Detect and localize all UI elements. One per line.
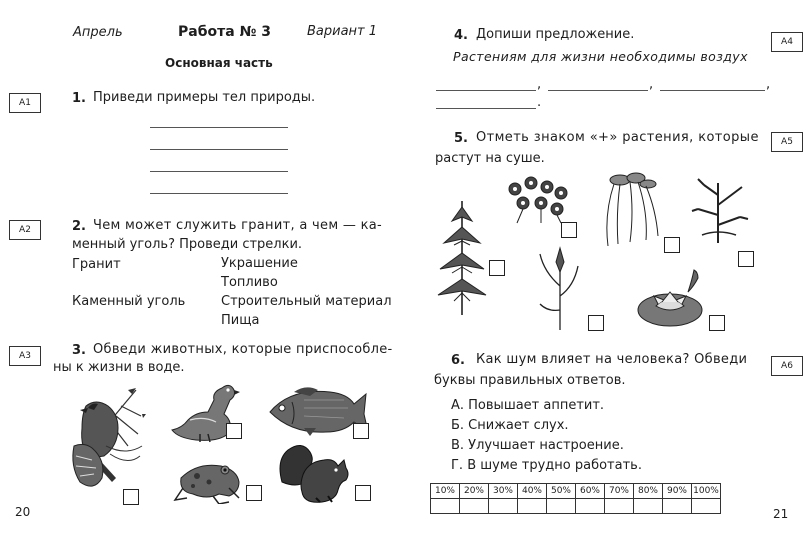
animal-checkbox[interactable] bbox=[123, 489, 139, 505]
answer-line[interactable] bbox=[436, 108, 536, 109]
percent-cell: 80% bbox=[634, 484, 663, 499]
blank-cell[interactable] bbox=[692, 499, 721, 514]
q5-text-line1: Отметь знаком «+» растения, которые bbox=[476, 130, 759, 145]
answer-option[interactable]: Г. В шуме трудно работать. bbox=[451, 458, 642, 473]
task-label-a6: А6 bbox=[771, 356, 803, 376]
frog-image[interactable] bbox=[173, 458, 243, 504]
plant-checkbox[interactable] bbox=[561, 222, 577, 238]
variant-label: Вариант 1 bbox=[307, 24, 378, 39]
answer-option[interactable]: В. Улучшает настроение. bbox=[451, 438, 624, 453]
q2-right-item[interactable]: Пища bbox=[221, 313, 260, 328]
percent-cell: 50% bbox=[547, 484, 576, 499]
bird-on-branch-image[interactable] bbox=[66, 386, 146, 500]
squirrel-image[interactable] bbox=[276, 442, 350, 504]
blank-cell[interactable] bbox=[431, 499, 460, 514]
comma: , bbox=[649, 77, 654, 92]
percent-cell: 40% bbox=[518, 484, 547, 499]
percent-header-row bbox=[431, 484, 721, 499]
q3-text-line1: Обведи животных, которые приспособле- bbox=[93, 342, 393, 357]
plant-checkbox[interactable] bbox=[738, 251, 754, 267]
period: . bbox=[537, 95, 542, 110]
task-label-a5: А5 bbox=[771, 132, 803, 152]
blank-cell[interactable] bbox=[576, 499, 605, 514]
seaweed-image[interactable] bbox=[600, 172, 662, 248]
q6-text-line1: Как шум влияет на человека? Обведи bbox=[476, 352, 748, 367]
q4-number: 4. bbox=[454, 28, 468, 43]
section-title: Основная часть bbox=[165, 56, 273, 70]
coral-plant-image[interactable] bbox=[688, 175, 752, 245]
answer-line[interactable] bbox=[150, 193, 288, 194]
animal-checkbox[interactable] bbox=[355, 485, 371, 501]
q3-text-line2: ны к жизни в воде. bbox=[53, 360, 185, 375]
q2-right-item[interactable]: Строительный материал bbox=[221, 294, 392, 309]
blank-cell[interactable] bbox=[489, 499, 518, 514]
blank-cell[interactable] bbox=[518, 499, 547, 514]
water-lily-image[interactable] bbox=[636, 266, 706, 332]
answer-line[interactable] bbox=[660, 90, 765, 91]
answer-line[interactable] bbox=[150, 149, 288, 150]
percent-cell: 10% bbox=[431, 484, 460, 499]
task-label-a4: А4 bbox=[771, 32, 803, 52]
month-label: Апрель bbox=[73, 25, 123, 40]
answer-line[interactable] bbox=[150, 127, 288, 128]
nettle-image[interactable] bbox=[436, 197, 488, 317]
answer-option[interactable]: А. Повышает аппетит. bbox=[451, 398, 605, 413]
percent-cell: 30% bbox=[489, 484, 518, 499]
answer-line[interactable] bbox=[548, 90, 648, 91]
q2-text-line1: Чем может служить гранит, а чем — ка- bbox=[93, 218, 382, 233]
plant-checkbox[interactable] bbox=[709, 315, 725, 331]
q4-text: Допиши предложение. bbox=[476, 27, 635, 42]
q6-text-line2: буквы правильных ответов. bbox=[434, 373, 626, 388]
q3-number: 3. bbox=[72, 343, 86, 358]
q5-number: 5. bbox=[454, 131, 468, 146]
percent-blank-row bbox=[431, 499, 721, 514]
answer-option[interactable]: Б. Снижает слух. bbox=[451, 418, 569, 433]
percent-table bbox=[430, 483, 721, 514]
comma: , bbox=[537, 77, 542, 92]
q2-left-item[interactable]: Гранит bbox=[72, 257, 121, 272]
q5-text-line2: растут на суше. bbox=[435, 151, 545, 166]
percent-cell: 90% bbox=[663, 484, 692, 499]
q6-number: 6. bbox=[451, 353, 465, 368]
plant-checkbox[interactable] bbox=[588, 315, 604, 331]
task-label-a2: А2 bbox=[9, 220, 41, 240]
q2-number: 2. bbox=[72, 219, 86, 234]
blank-cell[interactable] bbox=[547, 499, 576, 514]
q2-left-item[interactable]: Каменный уголь bbox=[72, 294, 186, 309]
blank-cell[interactable] bbox=[460, 499, 489, 514]
q2-right-item[interactable]: Топливо bbox=[221, 275, 278, 290]
q1-number: 1. bbox=[72, 91, 86, 106]
answer-line[interactable] bbox=[436, 90, 536, 91]
q4-sentence: Растениям для жизни необходимы воздух bbox=[453, 49, 748, 64]
flowering-plant-image[interactable] bbox=[503, 175, 573, 225]
task-label-a1: А1 bbox=[9, 93, 41, 113]
blank-cell[interactable] bbox=[634, 499, 663, 514]
q2-right-item[interactable]: Украшение bbox=[221, 256, 298, 271]
plant-checkbox[interactable] bbox=[489, 260, 505, 276]
percent-cell: 100% bbox=[692, 484, 721, 499]
percent-cell: 20% bbox=[460, 484, 489, 499]
q1-text: Приведи примеры тел природы. bbox=[93, 90, 316, 105]
blank-cell[interactable] bbox=[605, 499, 634, 514]
grass-plant-image[interactable] bbox=[538, 246, 582, 332]
percent-cell: 70% bbox=[605, 484, 634, 499]
comma: , bbox=[766, 77, 771, 92]
task-label-a3: А3 bbox=[9, 346, 41, 366]
plant-checkbox[interactable] bbox=[664, 237, 680, 253]
animal-checkbox[interactable] bbox=[246, 485, 262, 501]
percent-cell: 60% bbox=[576, 484, 605, 499]
page-number-right: 21 bbox=[773, 507, 789, 521]
blank-cell[interactable] bbox=[663, 499, 692, 514]
animal-checkbox[interactable] bbox=[226, 423, 242, 439]
animal-checkbox[interactable] bbox=[353, 423, 369, 439]
answer-line[interactable] bbox=[150, 171, 288, 172]
work-title: Работа № 3 bbox=[178, 24, 271, 40]
page-number-left: 20 bbox=[15, 505, 31, 519]
q2-text-line2: менный уголь? Проведи стрелки. bbox=[72, 237, 303, 252]
